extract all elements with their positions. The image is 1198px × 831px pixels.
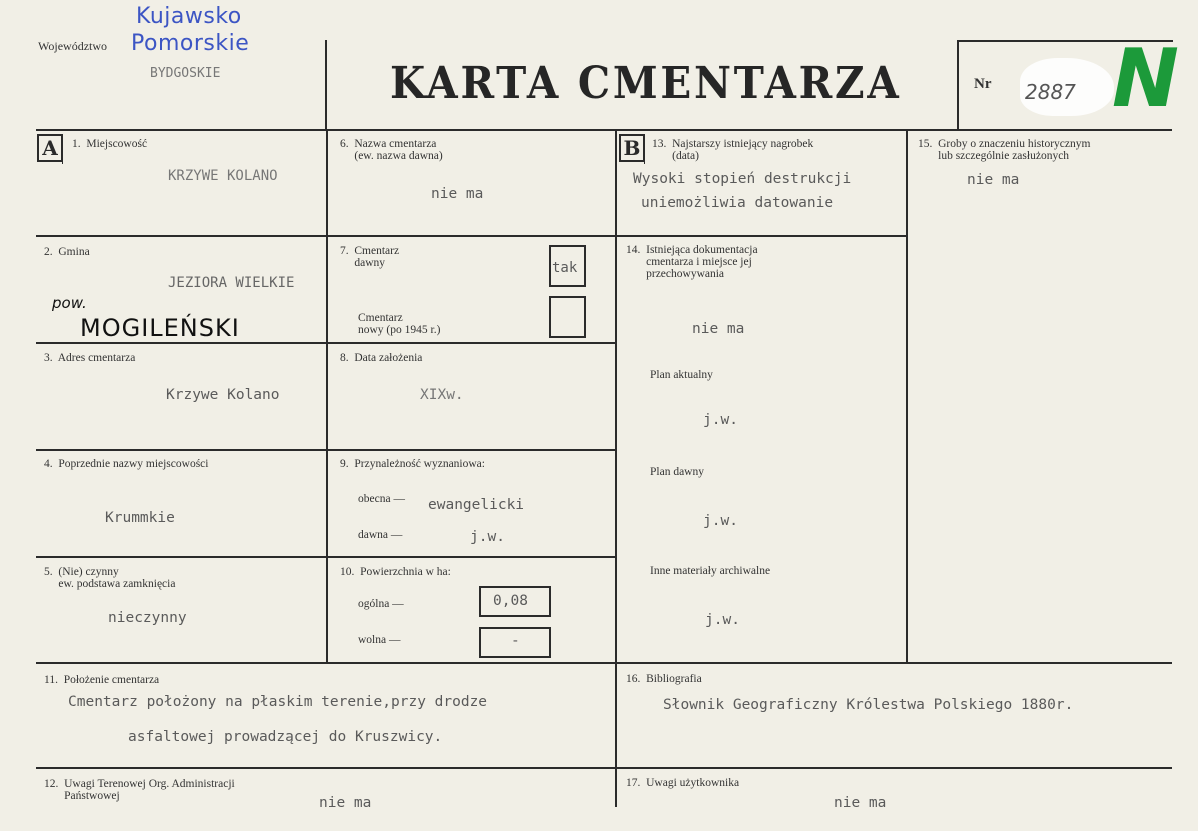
field-6-value: nie ma <box>431 186 484 202</box>
field-13-value-line-1: Wysoki stopień destrukcji <box>633 171 852 187</box>
field-11-value-line-1: Cmentarz położony na płaskim terenie,przy drodze <box>68 694 488 710</box>
field-14-value: nie ma <box>692 321 745 337</box>
other-materials-label: Inne materiały archiwalne <box>650 565 771 577</box>
field-2-value: JEZIORA WIELKIE <box>168 275 295 291</box>
field-5-value: nieczynny <box>108 610 187 626</box>
plan-old-value: j.w. <box>703 513 738 529</box>
plan-current-label: Plan aktualny <box>650 369 713 381</box>
nr-green-mark: N <box>1112 32 1179 125</box>
page-title: KARTA CMENTARZA <box>390 58 902 109</box>
field-2-handwritten-value: MOGILEŃSKI <box>80 314 240 342</box>
old-cemetery-value: tak <box>552 260 578 276</box>
field-4-label: 4. Poprzednie nazwy miejscowości <box>44 458 209 470</box>
field-17-value: nie ma <box>834 795 887 811</box>
plan-current-value: j.w. <box>703 412 738 428</box>
field-2-label: 2. Gmina <box>44 246 90 258</box>
field-10-label: 10. Powierzchnia w ha: <box>340 566 451 578</box>
field-10-free-label: wolna — <box>358 634 401 646</box>
plan-old-label: Plan dawny <box>650 466 704 478</box>
field-8-value: XIXw. <box>420 387 464 403</box>
field-13-label: 13. Najstarszy istniejący nagrobek (data) <box>652 138 814 162</box>
field-9-former-label: dawna — <box>358 529 403 541</box>
field-15-value: nie ma <box>967 172 1020 188</box>
field-8-label: 8. Data założenia <box>340 352 423 364</box>
field-11-value-line-2: asfaltowej prowadzącej do Kruszwicy. <box>128 729 443 745</box>
field-12-label: 12. Uwagi Terenowej Org. Administracji Państwowej <box>44 778 235 802</box>
field-4-value: Krummkie <box>105 510 175 526</box>
field-13-value-line-2: uniemożliwia datowanie <box>641 195 834 211</box>
field-10-free-value: - <box>511 633 520 649</box>
field-7-old-label: 7. Cmentarz dawny <box>340 245 400 269</box>
field-17-label: 17. Uwagi użytkownika <box>626 777 740 789</box>
old-voivodeship: BYDGOSKIE <box>150 66 221 81</box>
field-9-label: 9. Przynależność wyznaniowa: <box>340 458 485 470</box>
field-10-total-label: ogólna — <box>358 598 404 610</box>
field-3-value: Krzywe Kolano <box>166 387 280 403</box>
field-7-new-label: Cmentarz nowy (po 1945 r.) <box>358 312 441 336</box>
field-2-handwritten-label: pow. <box>52 294 87 312</box>
field-1-label: 1. Miejscowość <box>72 138 148 150</box>
field-5-label: 5. (Nie) czynny ew. podstawa zamknięcia <box>44 566 176 590</box>
field-16-label: 16. Bibliografia <box>626 673 702 685</box>
field-14-label: 14. Istniejąca dokumentacja cmentarza i miejsce jej przechowywania <box>626 244 758 280</box>
voivodeship-label: Województwo <box>38 39 108 53</box>
new-cemetery-checkbox <box>549 296 586 338</box>
field-12-value: nie ma <box>319 795 372 811</box>
field-9-former-value: j.w. <box>470 529 505 545</box>
field-16-value: Słownik Geograficzny Królestwa Polskiego 1880r. <box>663 697 1074 713</box>
nr-label: Nr <box>974 76 992 92</box>
stamp-line-2: Pomorskie <box>131 31 250 56</box>
field-6-label: 6. Nazwa cmentarza (ew. nazwa dawna) <box>340 138 443 162</box>
field-11-label: 11. Położenie cmentarza <box>44 674 160 686</box>
section-a-badge: A <box>37 134 63 162</box>
section-b-badge: B <box>619 134 645 162</box>
field-10-total-value: 0,08 <box>493 593 528 609</box>
field-3-label: 3. Adres cmentarza <box>44 352 136 364</box>
field-15-label: 15. Groby o znaczeniu historycznym lub szczególnie zasłużonych <box>918 138 1091 162</box>
stamp-line-1: Kujawsko <box>136 4 242 29</box>
other-materials-value: j.w. <box>705 612 740 628</box>
nr-value: 2887 <box>1025 80 1076 104</box>
field-9-current-value: ewangelicki <box>428 497 525 513</box>
field-9-current-label: obecna — <box>358 493 405 505</box>
field-1-value: KRZYWE KOLANO <box>168 168 278 184</box>
